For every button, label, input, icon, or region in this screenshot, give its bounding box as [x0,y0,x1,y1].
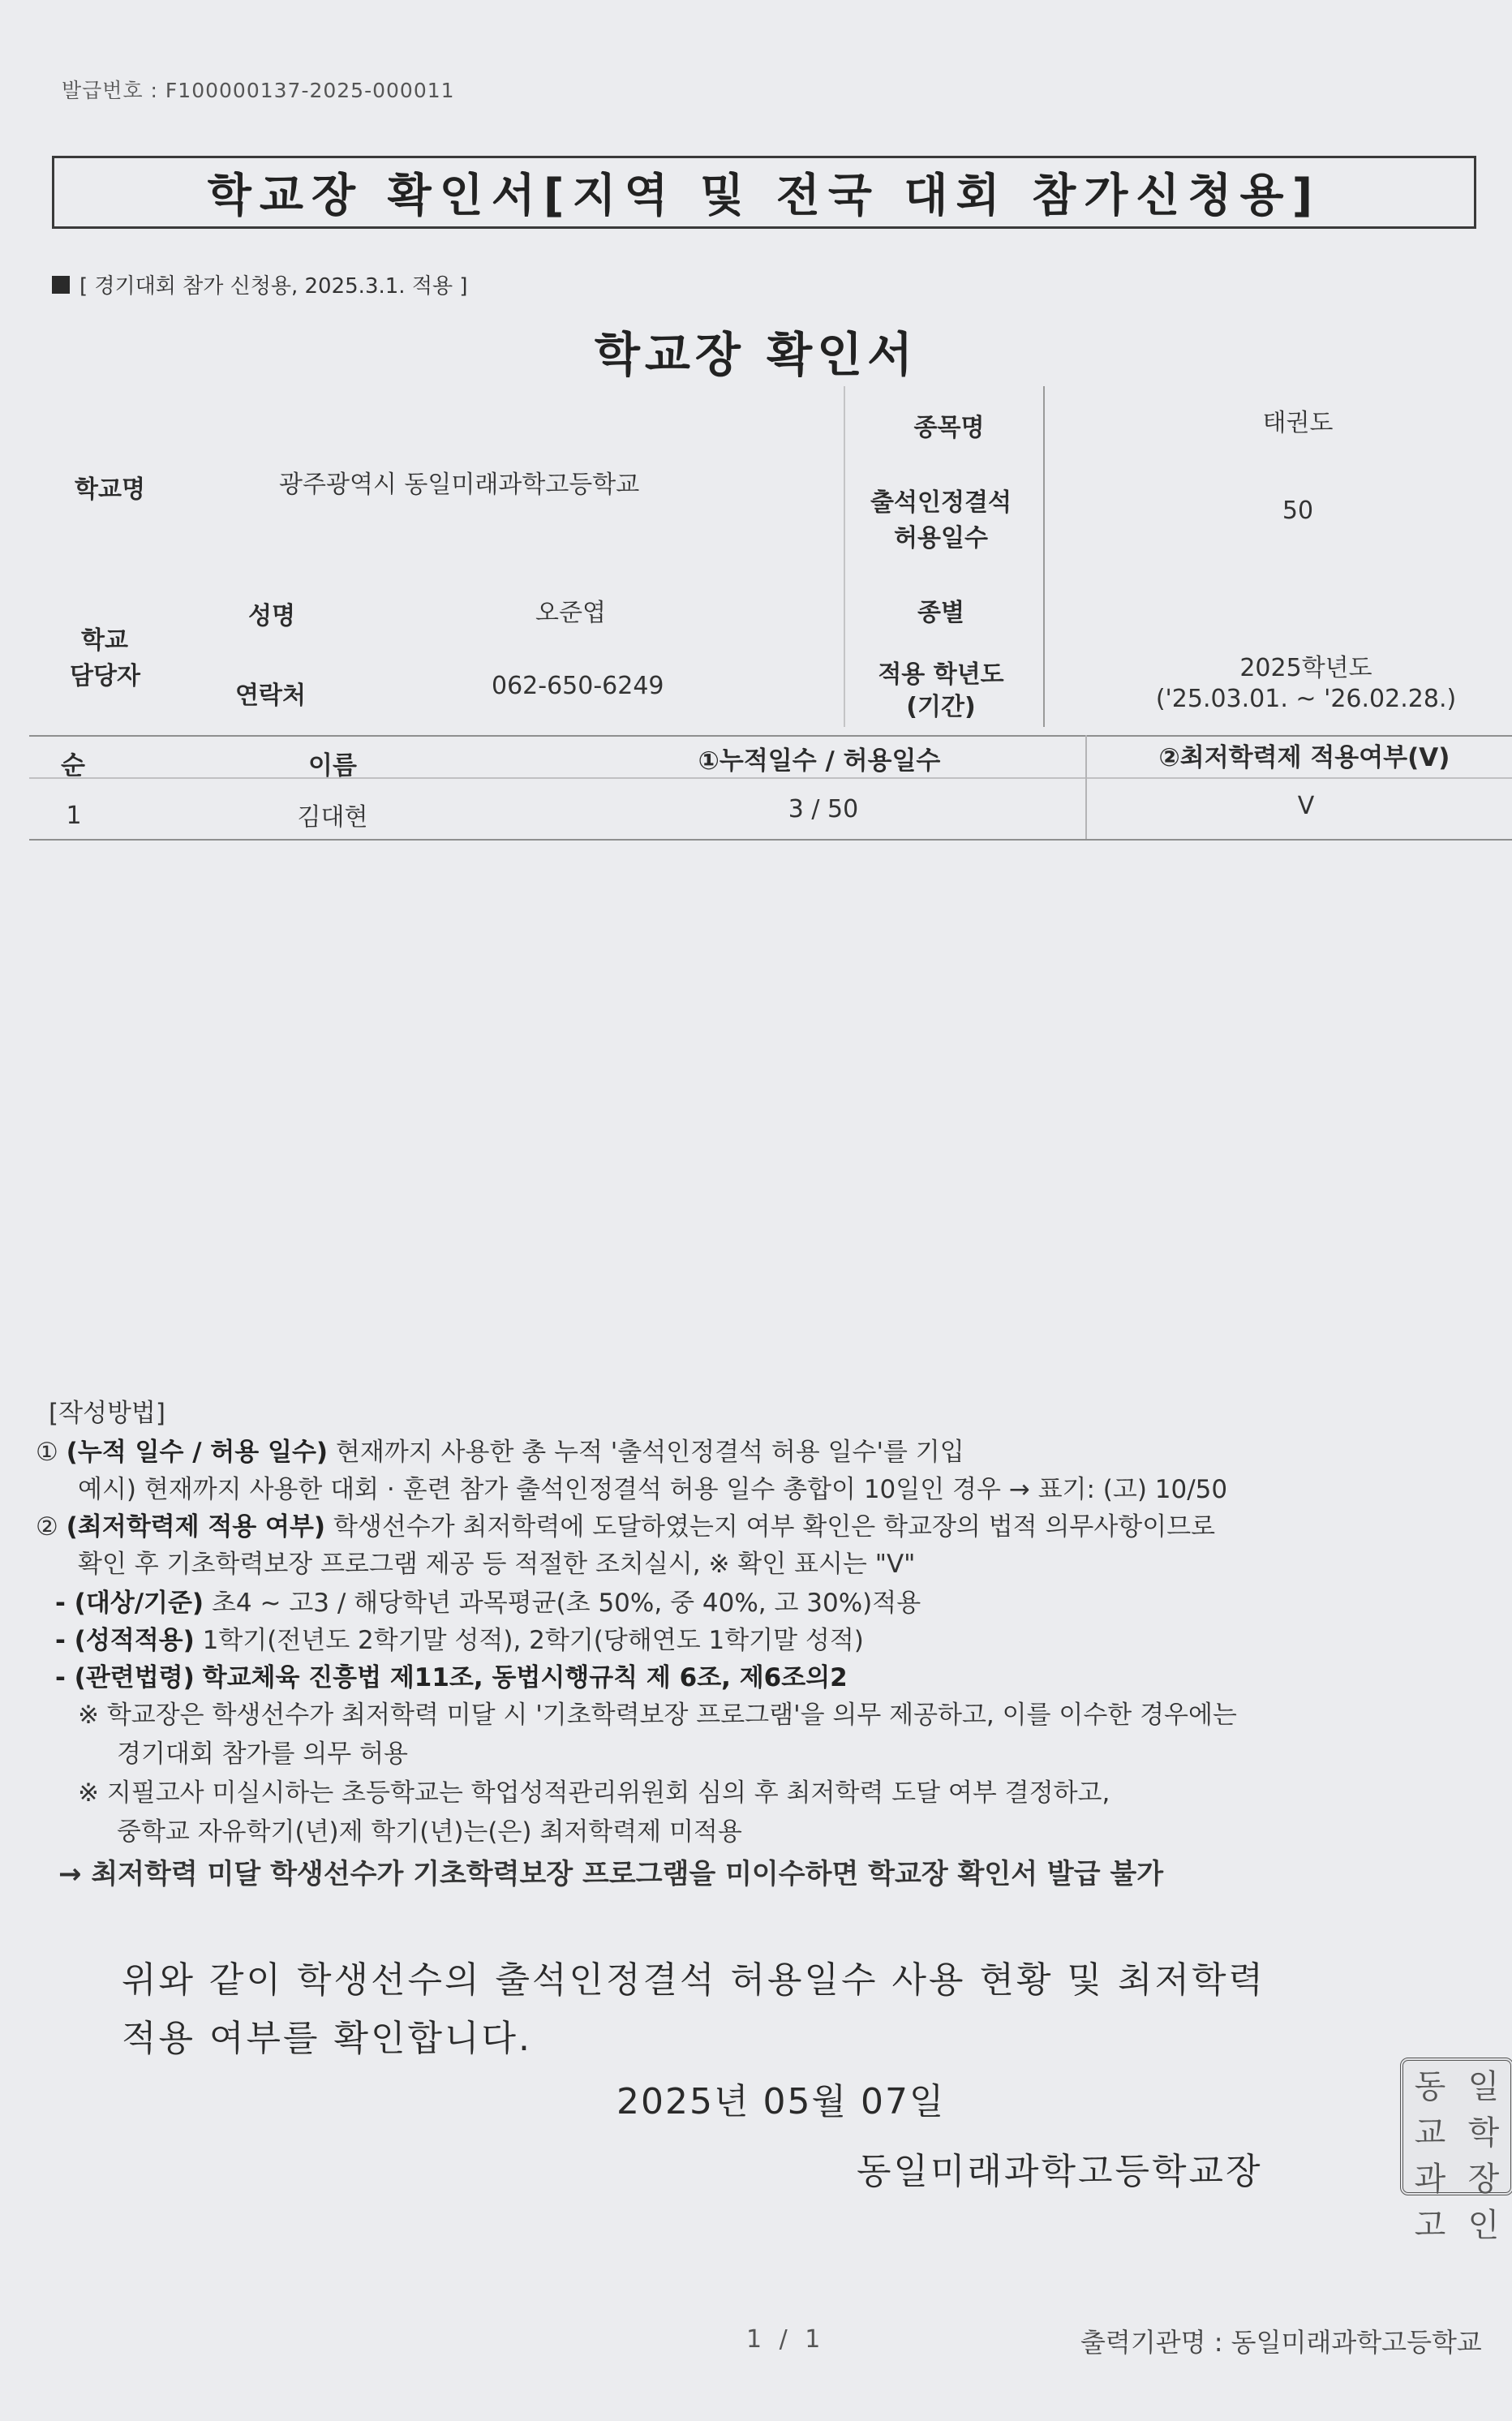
col-applied-header: ②최저학력제 적용여부(V) [1158,743,1450,772]
instruction-1-title: (누적 일수 / 허용 일수) [66,1438,329,1467]
year-label-2: (기간) [906,693,976,721]
attendance-label-1: 출석인정결석 [870,488,1012,517]
instruction-3-title: (최저학력제 적용 여부) [66,1512,326,1542]
contact-value: 062-650-6249 [492,672,664,700]
instruction-line-8: ※ 학교장은 학생선수가 최저학력 미달 시 '기초학력보장 프로그램'을 의무 제공하고, 이를 이수한 경우에는 [78,1701,1237,1730]
main-title-box [52,156,1476,229]
instruction-line-6 [55,1619,864,1656]
confirm-line-2: 적용 여부를 확인합니다. [122,2018,532,2059]
seal-char: 고 [1414,2207,1446,2244]
year-label-1: 적용 학년도 [878,660,1004,689]
instruction-line-5 [55,1582,921,1619]
issue-number: 발급번호 : F100000137-2025-000011 [62,79,455,102]
issuer-name: 출력기관명 : 동일미래과학고등학교 [1080,2327,1482,2358]
row-applied: V [1297,792,1315,820]
info-table [32,383,1493,732]
teacher-name-value: 오준엽 [535,599,606,627]
section-note [52,269,467,299]
event-label: 종별 [917,599,964,627]
sport-value: 태권도 [1262,409,1334,437]
page-number: 1 / 1 [746,2325,826,2354]
main-title: 학교장 확인서[지역 및 전국 대회 참가신청용] [207,170,1321,222]
seal-char: 교 [1414,2114,1446,2152]
grades-title: - (성적적용) [55,1626,195,1655]
section-note-text: [ 경기대회 참가 신청용, 2025.3.1. 적용 ] [79,274,468,299]
teacher-label-2: 담당자 [70,662,140,690]
law-title: - (관련법령) [55,1663,195,1692]
instruction-1-text: 현재까지 사용한 총 누적 '출석인정결석 허용 일수'를 기입 [335,1438,964,1467]
seal-char: 장 [1467,2161,1500,2198]
divider [1043,386,1045,727]
row-days: 3 / 50 [788,795,859,823]
instruction-3-text: 학생선수가 최저학력에 도달하였는지 여부 확인은 학교장의 법적 의무사항이므로 [333,1512,1216,1542]
year-value: 2025학년도 [1239,654,1372,682]
square-bullet-icon [52,276,70,294]
confirm-line-1: 위와 같이 학생선수의 출석인정결석 허용일수 사용 현황 및 최저학력 [122,1959,1265,2001]
target-text: 초4 ~ 고3 / 해당학년 과목평균(초 50%, 중 40%, 고 30%)적용 [211,1589,921,1618]
issue-date: 2025년 05월 07일 [616,2081,946,2122]
instruction-line-12: → 최저학력 미달 학생선수가 기초학력보장 프로그램을 미이수하면 학교장 확인서 발급 불가 [58,1858,1164,1890]
teacher-label-1: 학교 [81,626,128,655]
instruction-line-7 [55,1657,848,1693]
seal-char: 일 [1467,2068,1500,2105]
divider [1085,735,1087,839]
school-name-label: 학교명 [75,475,145,504]
table-bottom-rule [29,839,1512,841]
official-seal [1400,2058,1512,2244]
attendance-label-2: 허용일수 [894,524,988,553]
period-value: ('25.03.01. ~ '26.02.28.) [1155,685,1457,713]
instruction-line-11: 중학교 자유학기(년)제 학기(년)는(은) 최저학력제 미적용 [117,1817,742,1847]
row-name: 김대현 [297,803,368,832]
circle-one: ① [36,1438,58,1467]
instruction-line-2: 예시) 현재까지 사용한 대회 · 훈련 참가 출석인정결석 허용 일수 총합이 10일인 경우 → 표기: (고) 10/50 [78,1475,1228,1504]
seal-char: 동 [1414,2068,1446,2105]
table-header-rule [29,777,1512,779]
row-no: 1 [66,802,82,830]
col-no-header: 순 [61,751,85,780]
instruction-line-4: 확인 후 기초학력보장 프로그램 제공 등 적절한 조치실시, ※ 확인 표시는 "V" [78,1550,916,1579]
seal-char: 인 [1467,2207,1500,2244]
col-days-header: ①누적일수 / 허용일수 [698,746,941,776]
sport-label: 종목명 [913,414,985,442]
teacher-name-label: 성명 [248,602,295,630]
instruction-line-3 [36,1506,1215,1542]
law-text: 학교체육 진흥법 제11조, 동법시행규칙 제 6조, 제6조의2 [202,1663,848,1692]
target-title: - (대상/기준) [55,1589,204,1618]
seal-char: 과 [1414,2161,1446,2198]
principal-name: 동일미래과학고등학교장 [857,2151,1263,2192]
grades-text: 1학기(전년도 2학기말 성적), 2학기(당해연도 1학기말 성적) [202,1626,864,1655]
instructions-heading: [작성방법] [49,1399,165,1428]
sub-title: 학교장 확인서 [594,327,918,382]
instruction-line-10: ※ 지필고사 미실시하는 초등학교는 학업성적관리위원회 심의 후 최저학력 도달 여부 결정하고, [78,1778,1110,1808]
contact-label: 연락처 [235,682,306,710]
circle-two: ② [36,1512,58,1542]
seal-char: 학 [1467,2114,1500,2152]
attendance-days-value: 50 [1282,497,1314,525]
instruction-line-1 [36,1431,964,1468]
col-name-header: 이름 [308,751,357,780]
school-name-value: 광주광역시 동일미래과학고등학교 [279,471,640,499]
instruction-line-9: 경기대회 참가를 의무 허용 [117,1739,408,1769]
